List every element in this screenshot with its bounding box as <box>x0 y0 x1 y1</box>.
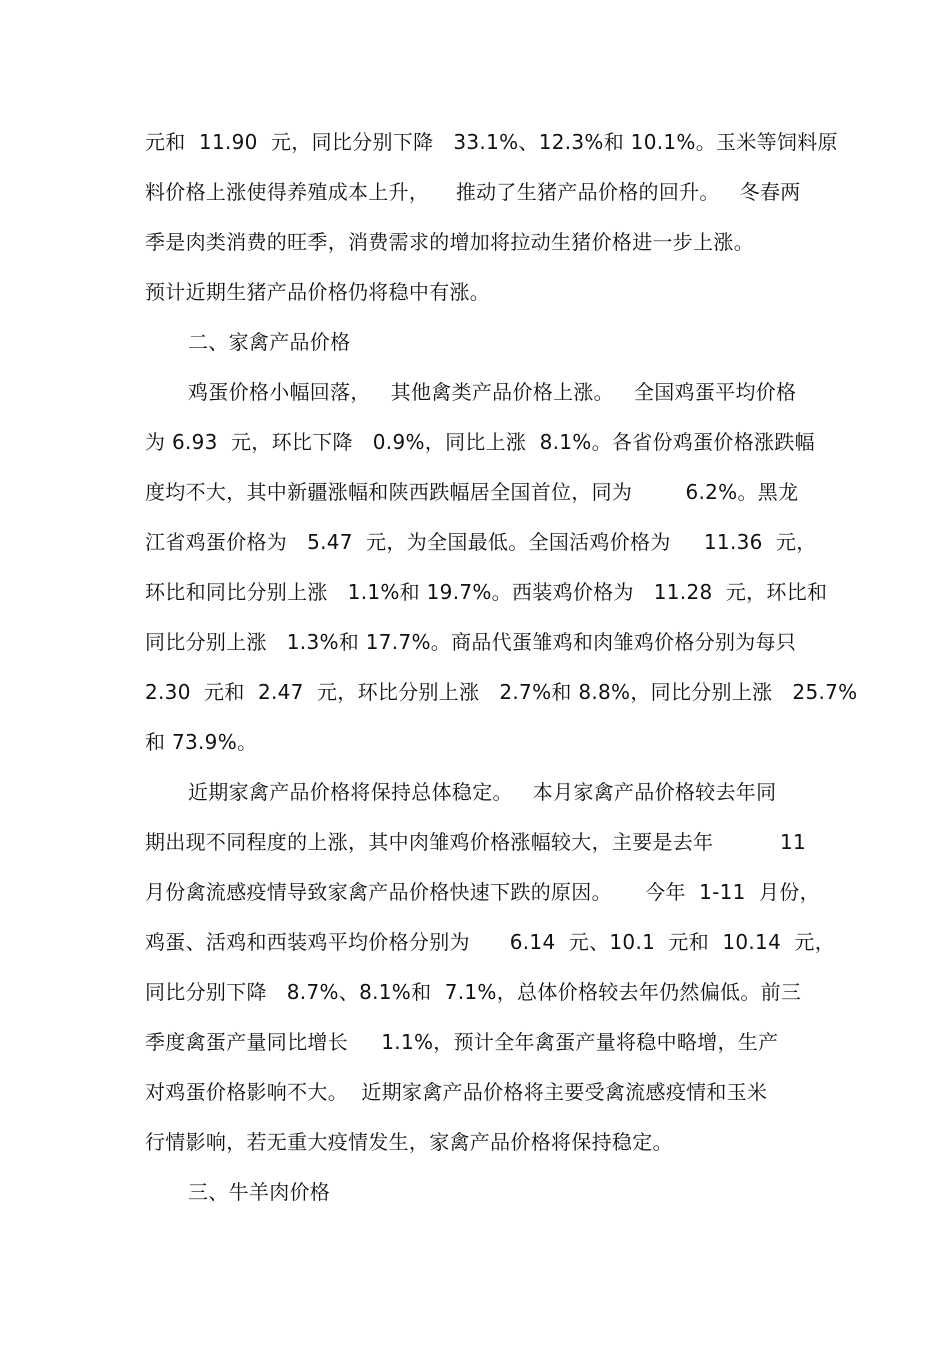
text-line: 期出现不同程度的上涨，其中肉雏鸡价格涨幅较大，主要是去年 11 <box>145 830 807 854</box>
text-line: 2.30 元和 2.47 元，环比分别上涨 2.7%和 8.8%，同比分别上涨 25.7% <box>145 680 858 704</box>
section-heading: 二、家禽产品价格 <box>188 330 351 354</box>
text-line: 季是肉类消费的旺季，消费需求的增加将拉动生猪价格进一步上涨。 <box>145 230 754 254</box>
text-line: 对鸡蛋价格影响不大。 近期家禽产品价格将主要受禽流感疫情和玉米 <box>145 1080 768 1104</box>
text-line: 鸡蛋价格小幅回落， 其他禽类产品价格上涨。 全国鸡蛋平均价格 <box>188 380 797 404</box>
text-line: 近期家禽产品价格将保持总体稳定。 本月家禽产品价格较去年同 <box>188 780 777 804</box>
text-line: 度均不大，其中新疆涨幅和陕西跌幅居全国首位，同为 6.2%。黑龙 <box>145 480 799 504</box>
text-line: 同比分别上涨 1.3%和 17.7%。商品代蛋雏鸡和肉雏鸡价格分别为每只 <box>145 630 797 654</box>
text-line: 月份禽流感疫情导致家禽产品价格快速下跌的原因。 今年 1-11 月份， <box>145 880 820 904</box>
text-line: 鸡蛋、活鸡和西装鸡平均价格分别为 6.14 元、10.1 元和 10.14 元， <box>145 930 836 954</box>
text-line: 环比和同比分别上涨 1.1%和 19.7%。西装鸡价格为 11.28 元，环比和 <box>145 580 828 604</box>
text-line: 同比分别下降 8.7%、8.1%和 7.1%，总体价格较去年仍然偏低。前三 <box>145 980 802 1004</box>
text-line: 行情影响，若无重大疫情发生，家禽产品价格将保持稳定。 <box>145 1130 673 1154</box>
text-line: 江省鸡蛋价格为 5.47 元，为全国最低。全国活鸡价格为 11.36 元， <box>145 530 817 554</box>
text-line: 为 6.93 元，环比下降 0.9%，同比上涨 8.1%。各省份鸡蛋价格涨跌幅 <box>145 430 815 454</box>
text-line: 元和 11.90 元，同比分别下降 33.1%、12.3%和 10.1%。玉米等饲料原 <box>145 130 838 154</box>
section-heading: 三、牛羊肉价格 <box>188 1180 331 1204</box>
text-line: 料价格上涨使得养殖成本上升， 推动了生猪产品价格的回升。 冬春两 <box>145 180 801 204</box>
text-line: 和 73.9%。 <box>145 730 258 754</box>
text-line: 季度禽蛋产量同比增长 1.1%，预计全年禽蛋产量将稳中略增，生产 <box>145 1030 779 1054</box>
text-line: 预计近期生猪产品价格仍将稳中有涨。 <box>145 280 491 304</box>
